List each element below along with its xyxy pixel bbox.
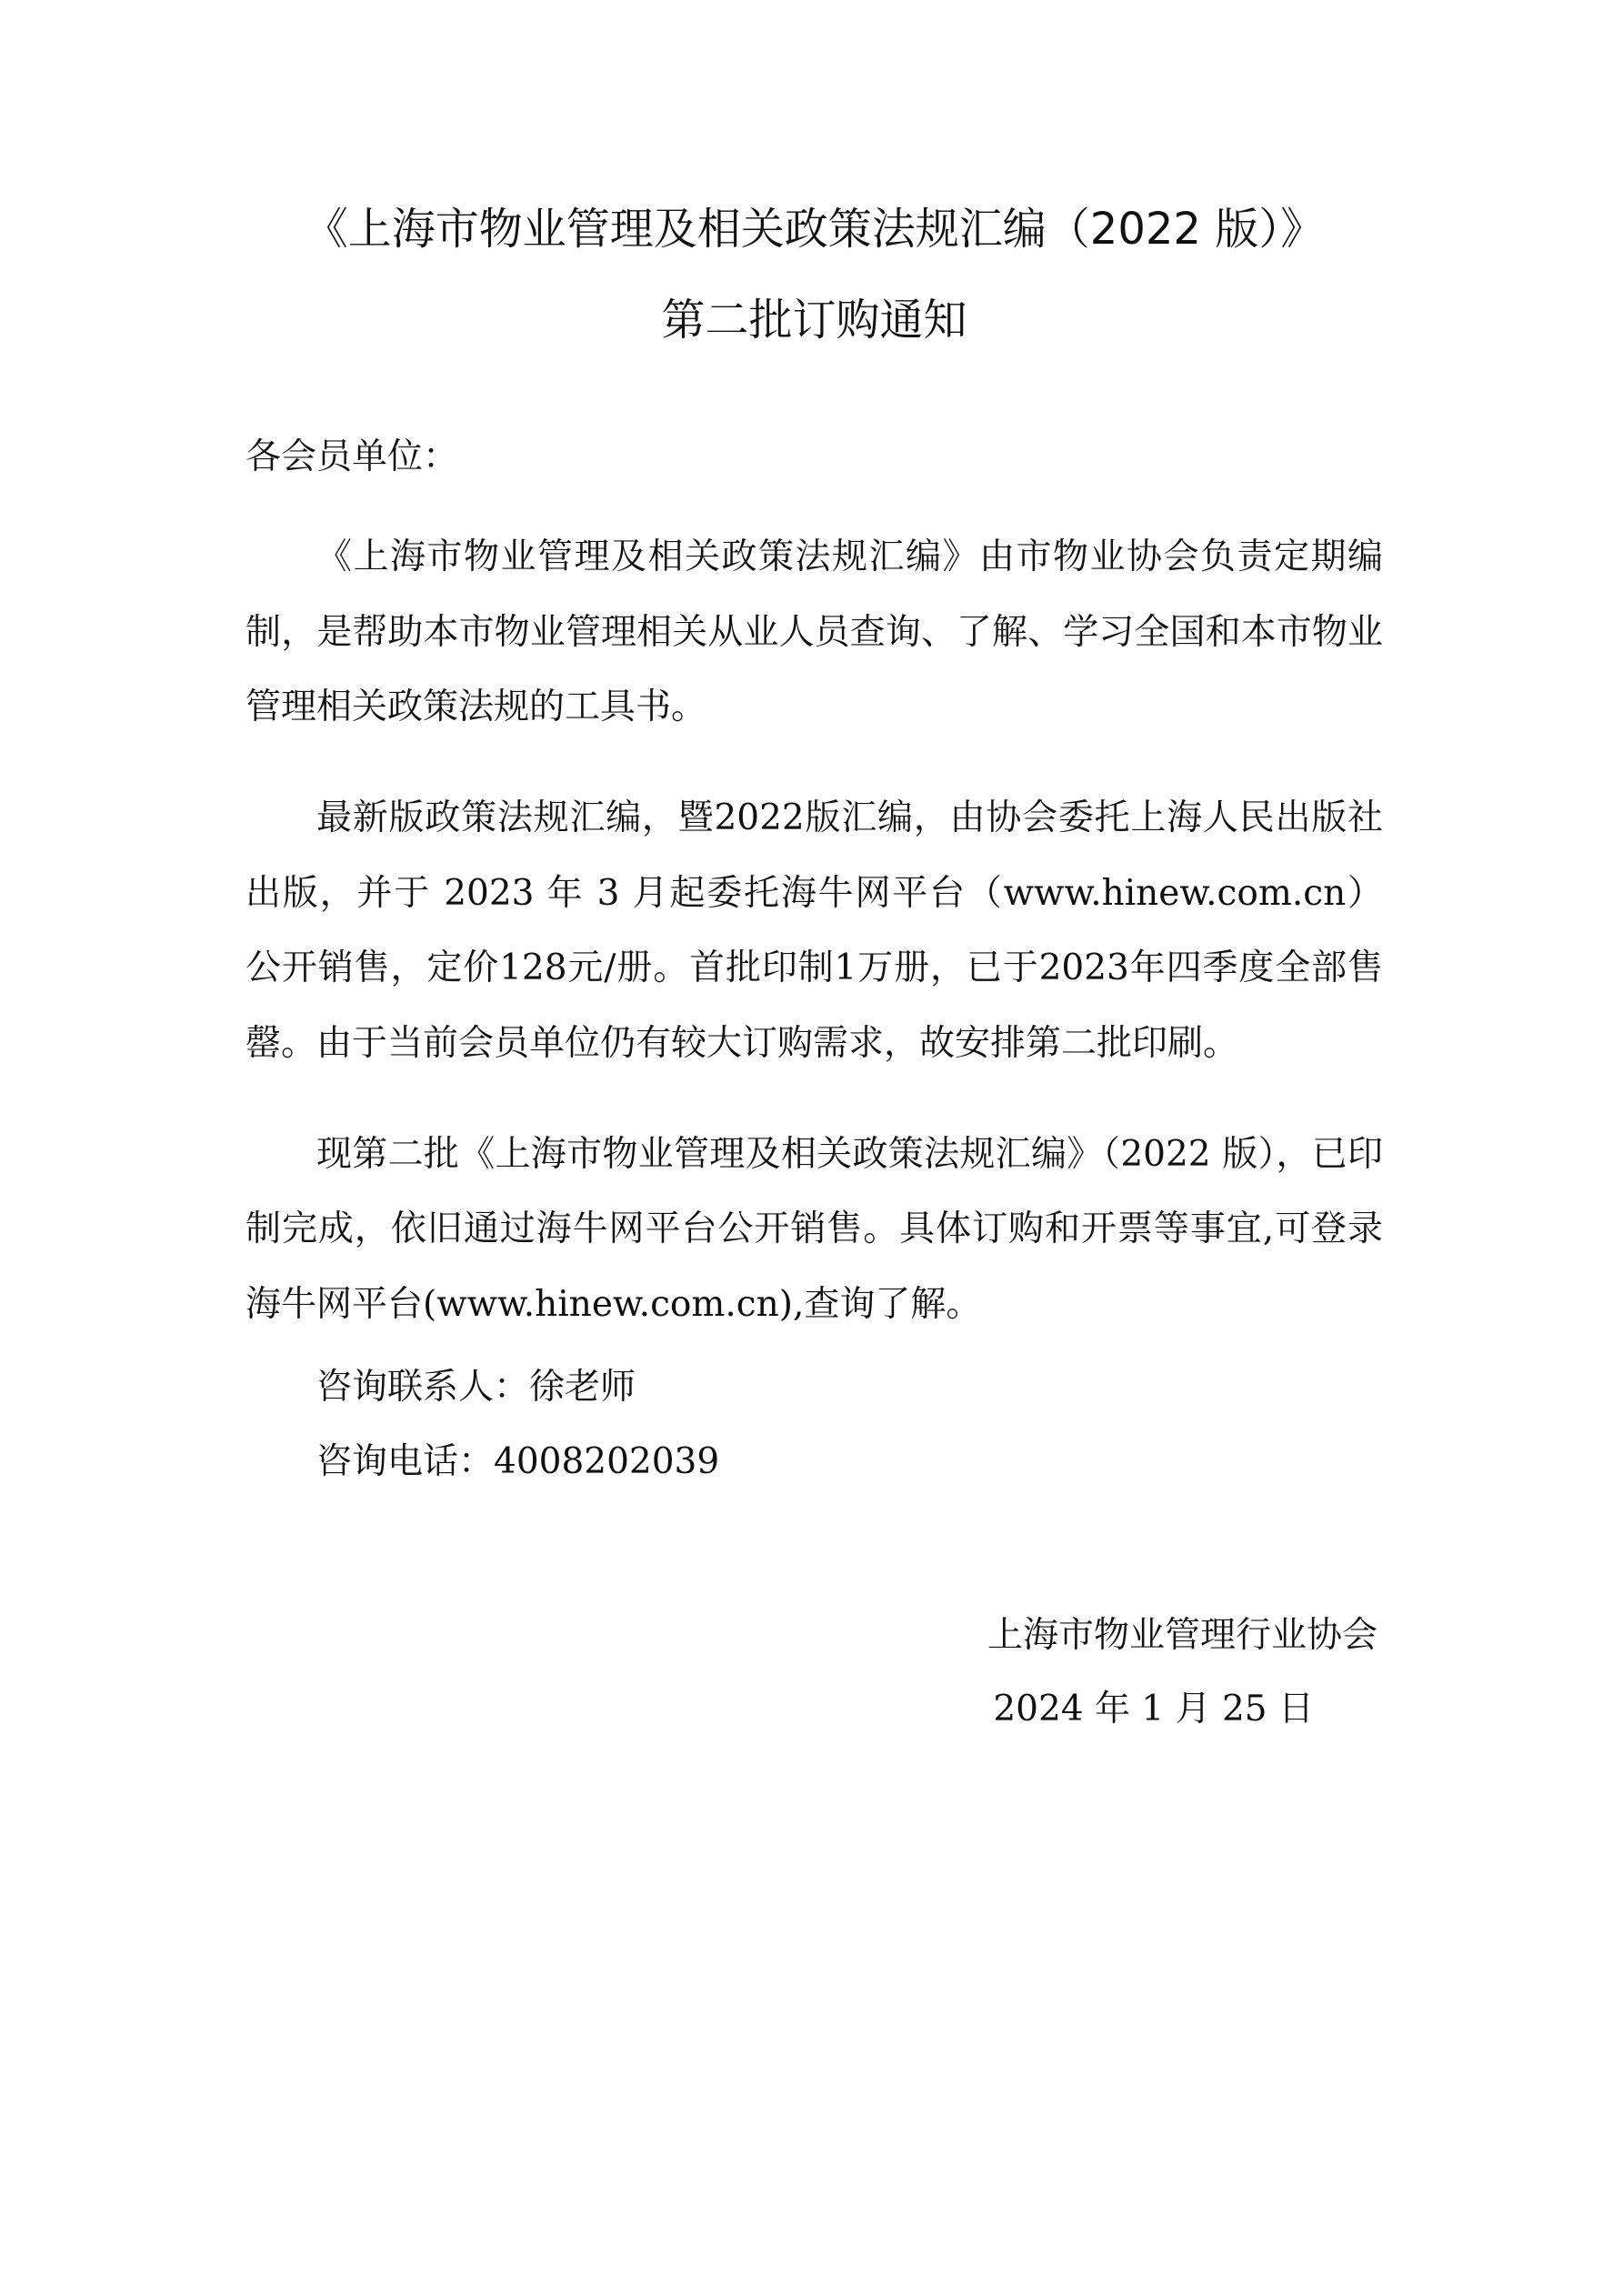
notice-title-sub: 第二批订购通知 xyxy=(661,294,967,346)
paragraph-second-batch: 现第二批《上海市物业管理及相关政策法规汇编》（2022 版），已印制完成，依旧通过海牛网平台公开销售。具体订购和开票等事宜,可登录海牛网平台(www.hinew.com.cn),查询了解。 xyxy=(245,1133,1383,1325)
notice-title-block xyxy=(245,204,1383,346)
paragraph-publication-details: 最新版政策法规汇编，暨2022版汇编，由协会委托上海人民出版社出版，并于 2023 年 3 月起委托海牛网平台（www.hinew.com.cn）公开销售，定价128元/册。首批印制1万册，已于2023年四季度全部售罄。由于当前会员单位仍有较大订购需求，故安排第二批印刷。 xyxy=(245,797,1383,1064)
paragraph-introduction: 《上海市物业管理及相关政策法规汇编》由市物业协会负责定期编制，是帮助本市物业管理相关从业人员查询、了解、学习全国和本市物业管理相关政策法规的工具书。 xyxy=(245,536,1383,728)
contact-phone: 咨询电话：4008202039 xyxy=(316,1441,720,1483)
signature-organization: 上海市物业管理行业协会 xyxy=(987,1614,1378,1656)
signature-date: 2024 年 1 月 25 日 xyxy=(993,1689,1314,1730)
notice-title-main: 《上海市物业管理及相关政策法规汇编（2022 版）》 xyxy=(304,204,1325,255)
signature-block xyxy=(245,1599,1383,1746)
salutation: 各会员单位： xyxy=(245,436,459,478)
notice-body xyxy=(245,434,1383,1500)
contact-person: 咨询联系人：徐老师 xyxy=(316,1366,636,1408)
